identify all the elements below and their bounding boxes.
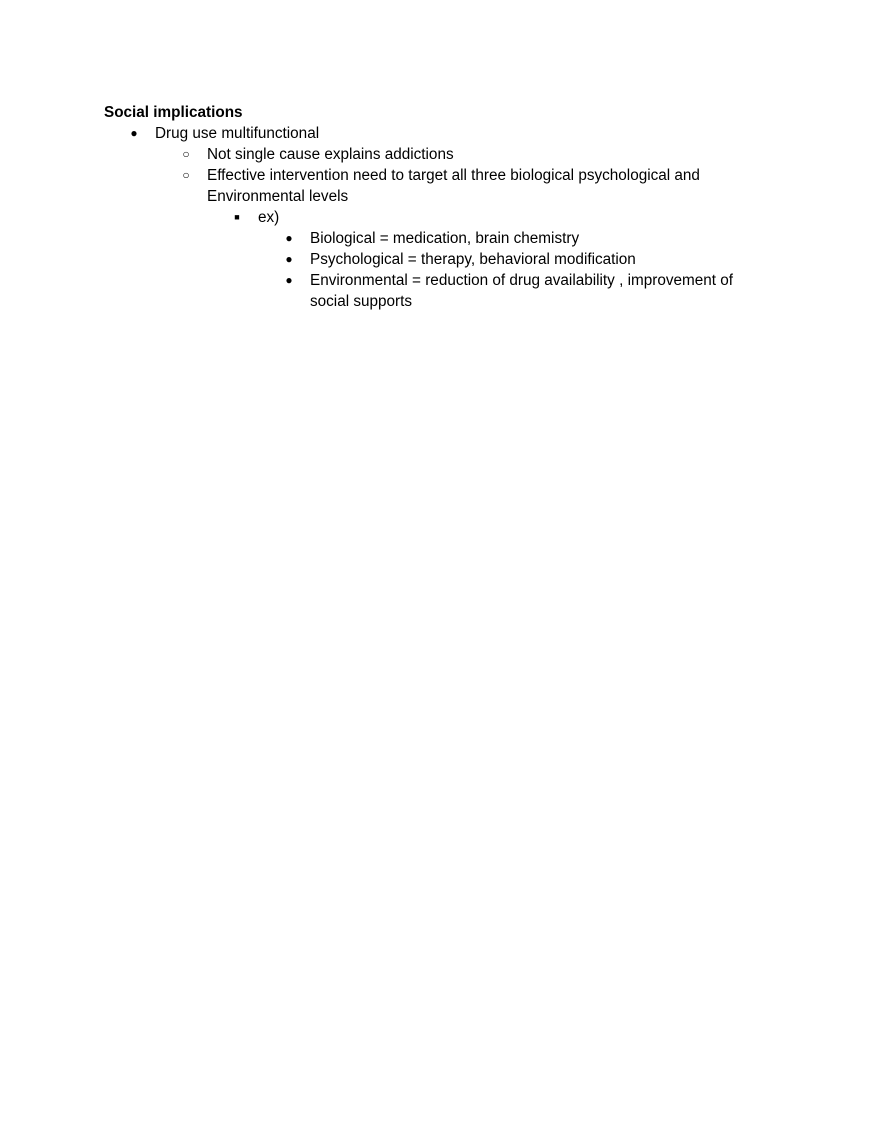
list-item-text: Drug use multifunctional — [155, 125, 320, 142]
list-item — [285, 249, 770, 270]
section-heading: Social implications — [104, 104, 243, 121]
list-item — [234, 207, 738, 228]
list-item — [182, 144, 747, 165]
bullet-disc-icon: ● — [130, 126, 138, 140]
list-item — [130, 123, 755, 144]
bullet-disc-icon: ● — [285, 273, 293, 287]
list-item-text: Environmental = reduction of drug availability , improvement of social supports — [310, 272, 734, 310]
list-item — [285, 228, 770, 249]
list-item — [182, 165, 737, 207]
list-item-text: Psychological = therapy, behavioral modification — [310, 251, 636, 268]
bullet-circle-icon: ○ — [182, 147, 190, 161]
list-item — [285, 270, 765, 312]
bullet-square-icon: ■ — [234, 212, 240, 222]
bullet-disc-icon: ● — [285, 231, 293, 245]
bullet-disc-icon: ● — [285, 252, 293, 266]
bullet-circle-icon: ○ — [182, 168, 190, 182]
list-item-text: Biological = medication, brain chemistry — [310, 230, 580, 247]
list-item-text: Not single cause explains addictions — [207, 146, 454, 163]
list-item-text: ex) — [258, 209, 280, 226]
list-item-text: Effective intervention need to target all three biological psychological and Environmental levels — [207, 167, 700, 205]
